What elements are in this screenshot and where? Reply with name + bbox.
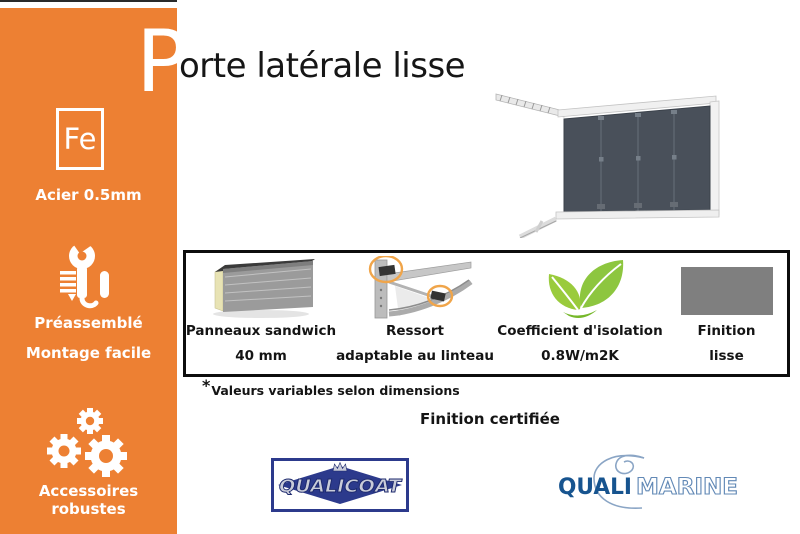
footnote-text: Valeurs variables selon dimensions (211, 383, 460, 398)
features-box (183, 250, 790, 377)
easy-assembly-caption: Montage facile (25, 344, 152, 362)
qualicoat-logo (271, 458, 409, 512)
qualimarine-logo-text-outline: MARINE (636, 475, 738, 500)
gears-icon (36, 406, 140, 484)
feature-value: 0.8W/m2K (541, 348, 619, 364)
page-title-dropcap: P (136, 12, 188, 112)
green-leaves-icon (525, 256, 635, 320)
feature-label: Finition (697, 323, 756, 339)
certified-finish-heading: Finition certifiée (420, 410, 560, 428)
top-rule (0, 0, 177, 2)
feature-spring (336, 253, 494, 374)
qualicoat-logo-text: QUALICOAT (279, 477, 404, 497)
feature-finish (666, 253, 787, 374)
feature-value: adaptable au linteau (336, 348, 494, 364)
feature-label: Coefficient d'isolation (497, 323, 663, 339)
spring-mechanism-image (355, 256, 475, 320)
qualimarine-logo (552, 452, 744, 514)
iron-symbol-box (56, 108, 104, 170)
feature-insulation (494, 253, 666, 374)
qualimarine-logo-text-solid: QUALI (558, 475, 632, 500)
feature-sandwich-panel (186, 253, 336, 374)
footnote (202, 376, 460, 398)
side-sliding-door-image (492, 86, 730, 242)
feature-value: 40 mm (235, 348, 287, 364)
steel-caption: Acier 0.5mm (35, 186, 142, 204)
feature-value: lisse (709, 348, 744, 364)
iron-symbol: Fe (63, 122, 97, 156)
page-title: orte latérale lisse (179, 46, 466, 86)
sandwich-panel-image (201, 256, 321, 320)
feature-label: Panneaux sandwich (185, 323, 337, 339)
wrench-tools-icon (52, 241, 124, 315)
robust-accessories-caption: Accessoires robustes (38, 482, 139, 518)
preassembled-caption: Préassemblé (34, 314, 143, 332)
smooth-finish-swatch (681, 256, 773, 320)
footnote-asterisk: * (202, 376, 211, 395)
feature-label: Ressort (385, 323, 444, 339)
